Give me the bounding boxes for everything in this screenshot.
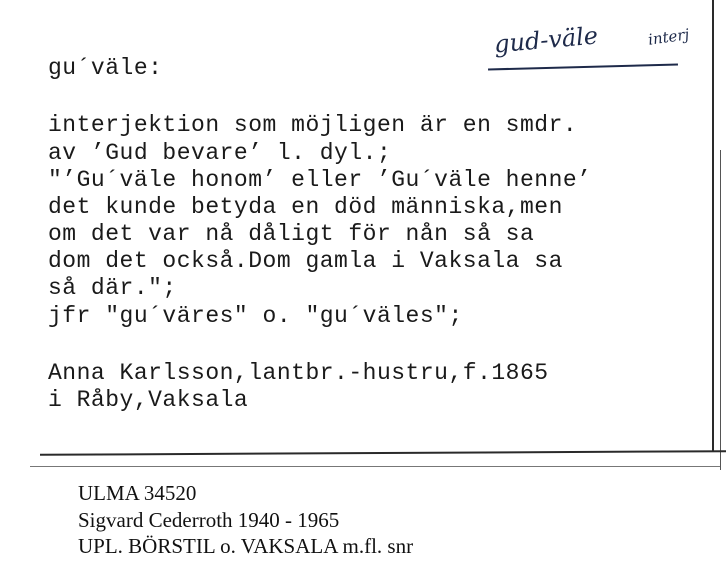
- definition-line-2: av ’Gud bevare’ l. dyl.;: [48, 140, 392, 166]
- informant-line-2: i Råby,Vaksala: [48, 387, 249, 413]
- card-bottom-edge: [40, 450, 726, 456]
- quote-line-5: så där.";: [48, 275, 177, 301]
- quote-line-1: "’Gu´väle honom’ eller ’Gu´väle henne’: [48, 167, 592, 193]
- headword: gu´väle:: [48, 55, 163, 81]
- quote-line-3: om det var nå dåligt för nån så sa: [48, 221, 535, 247]
- quote-line-4: dom det också.Dom gamla i Vaksala sa: [48, 248, 563, 274]
- handwritten-headword: gud-väle: [492, 21, 600, 59]
- collector-line: Sigvard Cederroth 1940 - 1965: [78, 508, 340, 532]
- handwritten-part-of-speech: interj: [646, 25, 691, 49]
- definition-line-1: interjektion som möjligen är en smdr.: [48, 112, 578, 138]
- quote-line-2: det kunde betyda en död människa,men: [48, 194, 563, 220]
- informant-line-1: Anna Karlsson,lantbr.-hustru,f.1865: [48, 360, 549, 386]
- archive-number: ULMA 34520: [78, 481, 197, 505]
- handwritten-underline: [488, 64, 678, 71]
- card-right-edge: [712, 0, 714, 452]
- region-line: UPL. BÖRSTIL o. VAKSALA m.fl. snr: [78, 534, 414, 558]
- card-bottom-edge-shadow: [30, 466, 720, 467]
- cross-reference-line: jfr "gu´väres" o. "gu´väles";: [48, 303, 463, 329]
- card-right-edge-shadow: [720, 150, 721, 470]
